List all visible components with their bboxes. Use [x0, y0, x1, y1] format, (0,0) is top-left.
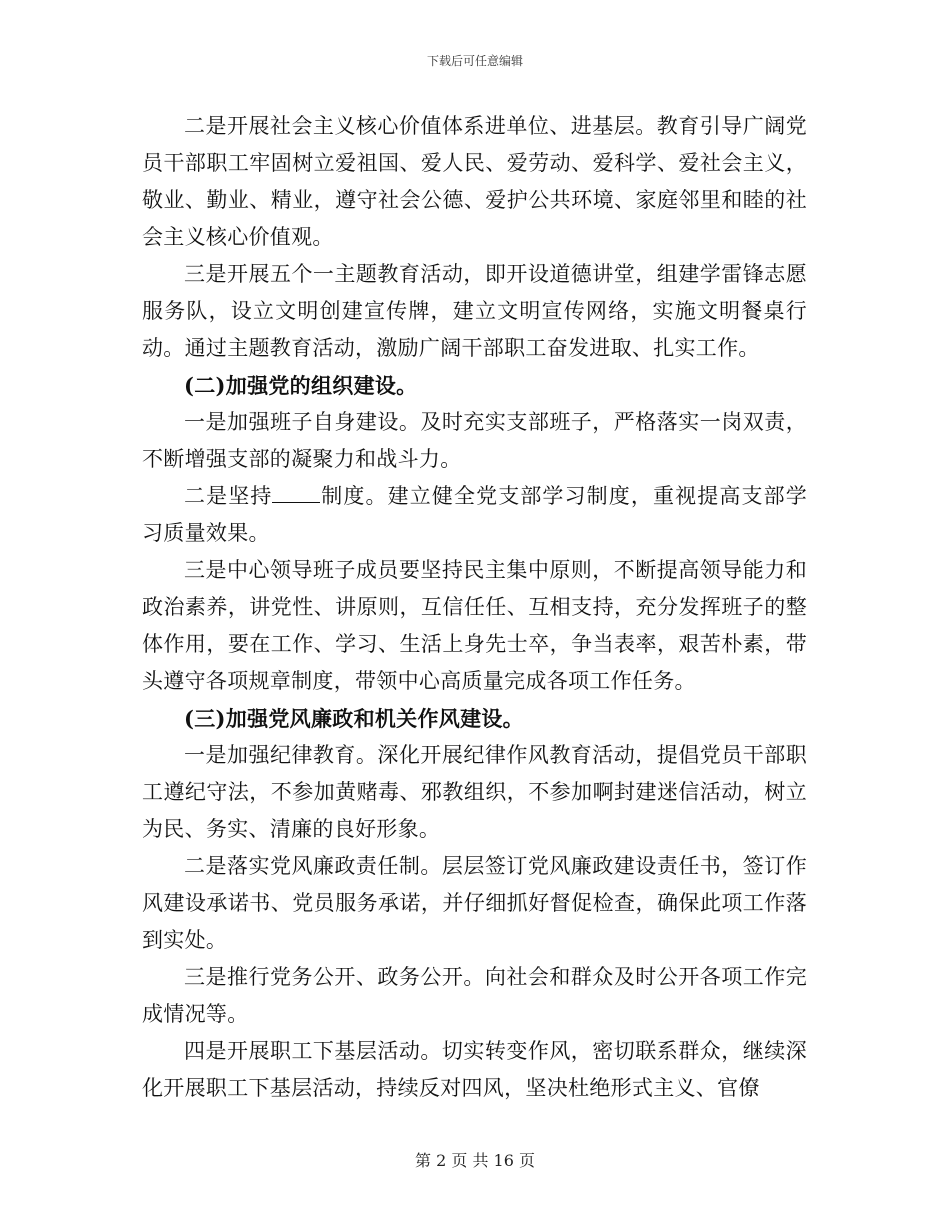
- page-header: 下载后可任意编辑: [426, 54, 523, 68]
- paragraph-team-building: 一是加强班子自身建设。及时充实支部班子，严格落实一岗双责，不断增强支部的凝聚力和战斗力。: [142, 410, 807, 471]
- study-system-text-after: 制度。建立健全党支部学习制度，重视提高支部学习质量效果。: [142, 484, 807, 545]
- paragraph-open-affairs: 三是推行党务公开、政务公开。向社会和群众及时公开各项工作完成情况等。: [142, 965, 807, 1026]
- paragraph-study-system: [142, 478, 807, 552]
- paragraph-core-values: 二是开展社会主义核心价值体系进单位、进基层。教育引导广阔党员干部职工牢固树立爱祖国、爱人民、爱劳动、爱科学、爱社会主义，敬业、勤业、精业，遵守社会公德、爱护公共环境、家庭邻里和睦的社会主义核心价值观。: [142, 114, 807, 249]
- paragraph-democratic-centralism: 三是中心领导班子成员要坚持民主集中原则，不断提高领导能力和政治素养，讲党性、讲原则，互信任任、互相支持，充分发挥班子的整体作用，要在工作、学习、生活上身先士卒，争当表率，艰苦朴素，带头遵守各项规章制度，带领中心高质量完成各项工作任务。: [142, 558, 807, 693]
- page-footer: 第 2 页 共 16 页: [415, 1151, 535, 1170]
- fill-in-blank: [272, 484, 320, 503]
- paragraph-five-themes: 三是开展五个一主题教育活动，即开设道德讲堂，组建学雷锋志愿服务队，设立文明创建宣传牌，建立文明宣传网络，实施文明餐桌行动。通过主题教育活动，激励广阔干部职工奋发进取、扎实工作。: [142, 262, 807, 360]
- study-system-text-before: 二是坚持: [184, 484, 273, 508]
- section-heading-integrity: (三)加强党风廉政和机关作风建设。: [184, 706, 524, 731]
- document-body: [142, 108, 807, 1107]
- section-heading-organization: (二)加强党的组织建设。: [184, 373, 418, 398]
- paragraph-discipline-education: 一是加强纪律教育。深化开展纪律作风教育活动，提倡党员干部职工遵纪守法，不参加黄赌毒、邪教组织，不参加啊封建迷信活动，树立为民、务实、清廉的良好形象。: [142, 743, 807, 841]
- paragraph-grassroots-activity: 四是开展职工下基层活动。切实转变作风，密切联系群众，继续深化开展职工下基层活动，持续反对四风，坚决杜绝形式主义、官僚: [142, 1039, 807, 1100]
- paragraph-responsibility-system: 二是落实党风廉政责任制。层层签订党风廉政建设责任书，签订作风建设承诺书、党员服务承诺，并仔细抓好督促检查，确保此项工作落到实处。: [142, 854, 807, 952]
